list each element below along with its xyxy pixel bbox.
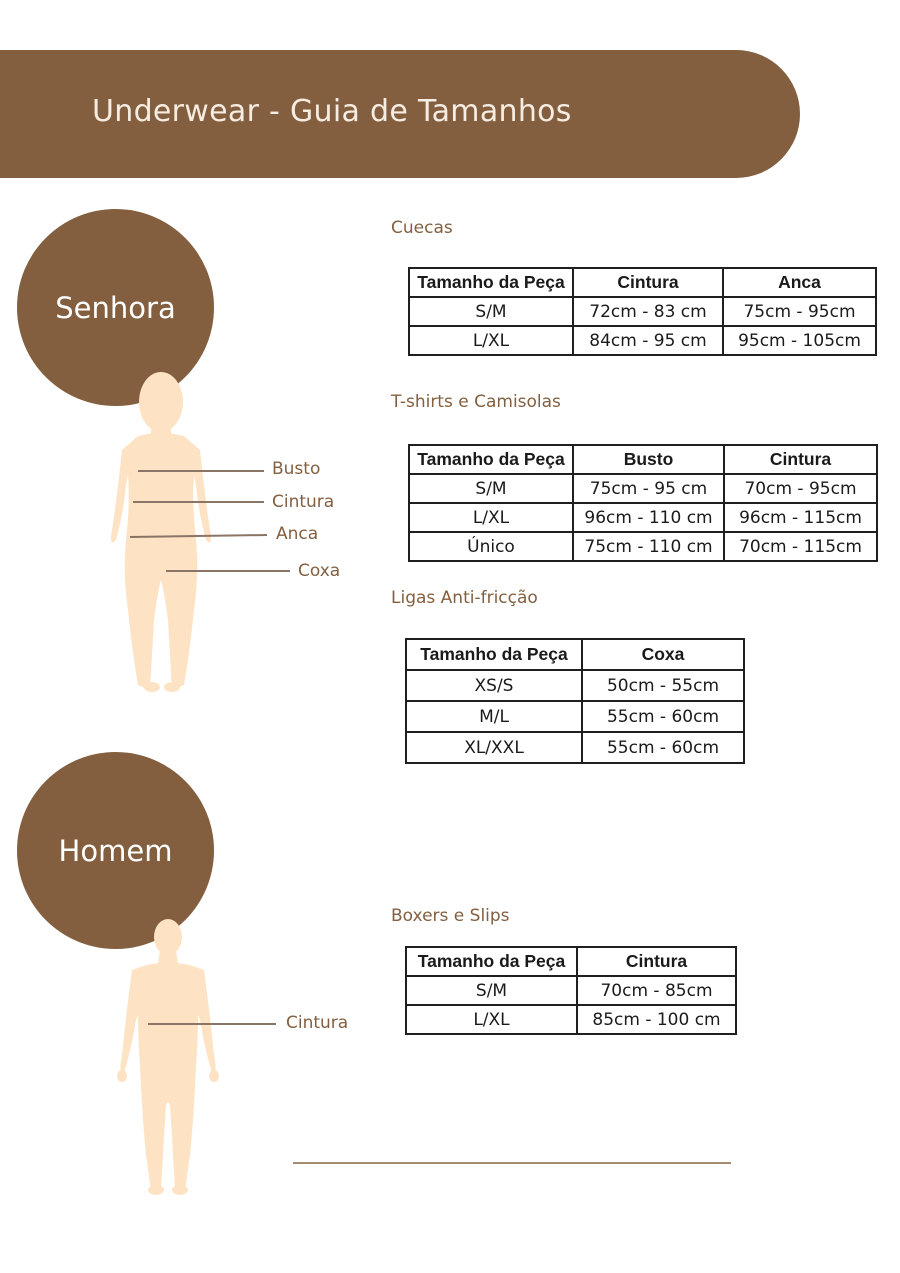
cuecas-table xyxy=(408,267,877,356)
table-row xyxy=(409,297,876,326)
table-cell: M/L xyxy=(406,701,582,732)
column-header: Tamanho da Peça xyxy=(406,639,582,670)
table-cell: 96cm - 115cm xyxy=(724,503,877,532)
table-cell: 72cm - 83 cm xyxy=(573,297,723,326)
table-row xyxy=(406,670,744,701)
table-cell: 70cm - 95cm xyxy=(724,474,877,503)
table-header-row xyxy=(409,445,877,474)
boxers-table xyxy=(405,946,737,1035)
female-body-icon xyxy=(100,370,360,700)
male-body-icon xyxy=(110,915,290,1200)
table-row xyxy=(409,532,877,561)
men-measure-cintura: Cintura xyxy=(286,1013,349,1033)
tshirts-title: T-shirts e Camisolas xyxy=(391,392,561,412)
table-cell: 70cm - 85cm xyxy=(577,976,736,1005)
table-cell: XS/S xyxy=(406,670,582,701)
women-measure-cintura: Cintura xyxy=(272,492,335,512)
column-header: Cintura xyxy=(577,947,736,976)
column-header: Busto xyxy=(573,445,724,474)
table-cell: 96cm - 110 cm xyxy=(573,503,724,532)
table-cell: 85cm - 100 cm xyxy=(577,1005,736,1034)
table-cell: 84cm - 95 cm xyxy=(573,326,723,355)
table-cell: Único xyxy=(409,532,573,561)
table-row xyxy=(409,326,876,355)
tshirts-table xyxy=(408,444,878,562)
table-row xyxy=(409,503,877,532)
boxers-title: Boxers e Slips xyxy=(391,906,510,926)
column-header: Cintura xyxy=(573,268,723,297)
table-cell: 95cm - 105cm xyxy=(723,326,876,355)
column-header: Coxa xyxy=(582,639,744,670)
ligas-title: Ligas Anti-fricção xyxy=(391,588,538,608)
table-header-row xyxy=(406,639,744,670)
table-cell: S/M xyxy=(409,474,573,503)
ligas-table xyxy=(405,638,745,764)
column-header: Cintura xyxy=(724,445,877,474)
table-row xyxy=(409,474,877,503)
column-header: Tamanho da Peça xyxy=(409,445,573,474)
table-cell: L/XL xyxy=(406,1005,577,1034)
table-cell: L/XL xyxy=(409,503,573,532)
table-row xyxy=(406,732,744,763)
men-section-label: Homem xyxy=(58,833,173,868)
table-cell: 75cm - 95 cm xyxy=(573,474,724,503)
footer-divider xyxy=(293,1162,731,1164)
table-cell: L/XL xyxy=(409,326,573,355)
table-cell: 70cm - 115cm xyxy=(724,532,877,561)
women-measure-coxa: Coxa xyxy=(298,561,341,581)
women-section-label: Senhora xyxy=(55,290,176,325)
page-title: Underwear - Guia de Tamanhos xyxy=(92,94,572,129)
table-cell: 75cm - 95cm xyxy=(723,297,876,326)
table-cell: S/M xyxy=(406,976,577,1005)
cuecas-title: Cuecas xyxy=(391,218,453,238)
column-header: Tamanho da Peça xyxy=(409,268,573,297)
column-header: Anca xyxy=(723,268,876,297)
women-measure-anca: Anca xyxy=(276,524,319,544)
women-measure-busto: Busto xyxy=(272,459,321,479)
table-row xyxy=(406,701,744,732)
table-cell: 50cm - 55cm xyxy=(582,670,744,701)
table-cell: S/M xyxy=(409,297,573,326)
table-header-row xyxy=(409,268,876,297)
table-row xyxy=(406,976,736,1005)
column-header: Tamanho da Peça xyxy=(406,947,577,976)
table-cell: XL/XXL xyxy=(406,732,582,763)
table-cell: 75cm - 110 cm xyxy=(573,532,724,561)
table-header-row xyxy=(406,947,736,976)
table-cell: 55cm - 60cm xyxy=(582,701,744,732)
header-banner xyxy=(0,50,800,178)
table-row xyxy=(406,1005,736,1034)
table-cell: 55cm - 60cm xyxy=(582,732,744,763)
